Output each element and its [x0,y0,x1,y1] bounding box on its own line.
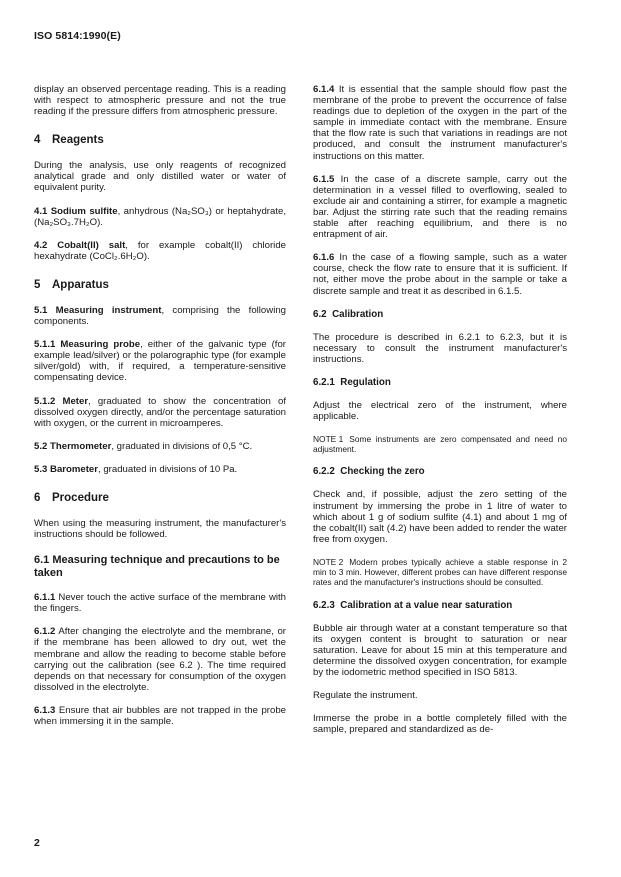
clause-6-1-6: 6.1.6 In the case of a flowing sample, such as a water course, check the flow rate to ensure that it is sufficient. If not, either move the probe about in the sample or take a discrete sample and treat it as described in 6.1.5. [313,252,567,297]
clause-6-1-3: 6.1.3 Ensure that air bubbles are not trapped in the probe when immersing it in the sample. [34,704,286,727]
clause-5-1: 5.1 Measuring instrument, comprising the following components. [34,304,286,328]
clause-5-2: 5.2 Thermometer, graduated in divisions of 0,5 °C. [34,440,253,452]
clause-6-1-4: 6.1.4 It is essential that the sample should flow past the membrane of the probe to prevent the occurrence of false readings due to depletion of the oxygen in the part of the sample in immediate contact with the membrane. Ensure that the flow rate is such that variations in readings are not produced, and consult the instrument manufacturer's instructions on this matter. [313,84,567,162]
clause-4-1: 4.1 Sodium sulfite, anhydrous (Na₂SO₃) or heptahydrate, (Na₂SO₃.7H₂O). [34,205,286,228]
clause-6-1-1: 6.1.1 Never touch the active surface of the membrane with the fingers. [34,592,287,615]
left-column [34,84,286,739]
section-6-2-3-heading: 6.2.3 Calibration at a value near saturation [313,599,513,611]
section-6-2-2-text: Check and, if possible, adjust the zero setting of the instrument by immersing the probe in 1 litre of water to which about 1 g of sodium sulfite (4.1) and about 1 mg of the cobalt(II) salt (4.2) have been added to render the water free from oxygen. [313,489,567,545]
section-6-2-3-text-2: Regulate the instrument. [313,690,418,702]
paragraph-intro: display an observed percentage reading. This is a reading with respect to atmospheric pressure and not the true reading if the pressure differs from atmospheric pressure. [34,84,286,118]
section-5-heading: 5 Apparatus [34,278,109,291]
right-column [313,84,567,747]
note-1: NOTE 1 Some instruments are zero compensated and need no adjustment. [313,434,567,455]
section-6-2-1-text: Adjust the electrical zero of the instrument, where applicable. [313,399,567,422]
section-6-1-heading: 6.1 Measuring technique and precautions to be taken [34,554,280,580]
clause-5-1-2: 5.1.2 Meter, graduated to show the concentration of dissolved oxygen directly, and/or the percentage saturation with oxygen, or the current in microamperes. [34,395,286,429]
clause-4-2: 4.2 Cobalt(II) salt, for example cobalt(II) chloride hexahydrate (CoCl₂.6H₂O). [34,239,286,262]
section-6-2-text: The procedure is described in 6.2.1 to 6.2.3, but it is necessary to consult the instrument manufacturer's instructions. [313,331,567,365]
clause-6-1-5: 6.1.5 In the case of a discrete sample, carry out the determination in a vessel filled to overflowing, sealed to exclude air and containing a stirrer, for example a magnetic bar. Adjust the stirring rate such that the reading remains stable after reaching equilibrium, and there is no entrapment of air. [313,173,568,241]
clause-6-1-2: 6.1.2 After changing the electrolyte and the membrane, or if the membrane has been allowed to dry out, wet the membrane and allow the reading to become stable before carrying out the calibration (see 6.2 ). The time required depends on that necessary for consumption of the oxygen dissolved in the electrolyte. [34,626,286,693]
note-2: NOTE 2 Modern probes typically achieve a stable response in 2 min to 3 min. However, different probes can have different response rates and the manufacturer's instructions should be consulted. [313,556,567,588]
section-6-heading: 6 Procedure [34,491,109,504]
page-number: 2 [34,837,40,849]
section-6-2-1-heading: 6.2.1 Regulation [313,376,391,388]
section-6-2-3-text-3: Immerse the probe in a bottle completely filled with the sample, prepared and standardized as de- [313,713,567,736]
clause-5-1-1: 5.1.1 Measuring probe, either of the galvanic type (for example lead/silver) or the polarographic type (for example silver/gold) with, if required, a temperature-sensitive compensating device. [34,339,287,384]
section-6-text: When using the measuring instrument, the manufacturer's instructions should be followed. [34,517,286,541]
section-4-text: During the analysis, use only reagents of recognized analytical grade and only distilled water or water of equivalent purity. [34,160,286,194]
section-6-2-heading: 6.2 Calibration [313,308,384,320]
section-4-heading: 4 Reagents [34,134,104,147]
clause-5-3: 5.3 Barometer, graduated in divisions of 10 Pa. [34,463,238,475]
section-6-2-3-text: Bubble air through water at a constant temperature so that its oxygen content is brought to saturation or near saturation. Leave for about 15 min at this temperature and determine the dissolved oxygen concentration, for example by the iodometric method specified in ISO 5813. [313,622,567,678]
page-header: ISO 5814:1990(E) [34,30,121,42]
section-6-2-2-heading: 6.2.2 Checking the zero [313,466,425,478]
